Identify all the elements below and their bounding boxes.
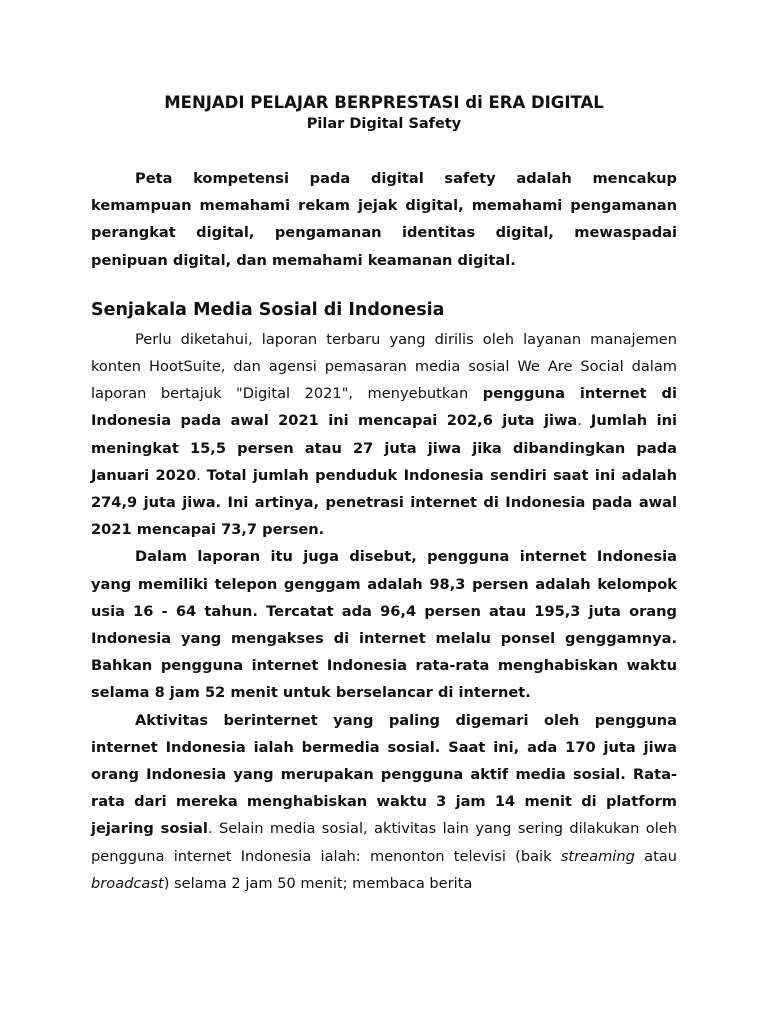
para1-text-1: Perlu diketahui, laporan terbaru yang dirilis oleh layanan manajemen konten HootSuite, dan agensi pemasaran media sosial We Are Social dalam laporan bertajuk "Digital 2021", menyebutkan <box>91 330 677 403</box>
para1-text-3: . <box>196 466 207 484</box>
intro-paragraph: Peta kompetensi pada digital safety adalah mencakup kemampuan memahami rekam jejak digital, memahami pengamanan perangkat digital, pengamanan identitas digital, mewaspadai penipuan digital, dan memahami keamanan digital. <box>91 170 677 269</box>
para1-bold-3: Total jumlah penduduk Indonesia sendiri saat ini adalah 274,9 juta jiwa. Ini artinya, penetrasi internet di Indonesia pada awal 2021 mencapai 73,7 persen. <box>91 466 677 539</box>
paragraph-3 <box>91 707 677 897</box>
paragraph-2: Dalam laporan itu juga disebut, pengguna internet Indonesia yang memiliki telepon genggam adalah 98,3 persen adalah kelompok usia 16 - 64 tahun. Tercatat ada 96,4 persen atau 195,3 juta orang Indonesia yang mengakses di internet melalu ponsel genggamnya. Bahkan pengguna internet Indonesia rata-rata menghabiskan waktu selama 8 jam 52 menit untuk berselancar di internet. <box>91 548 677 702</box>
document-page <box>91 92 677 897</box>
para3-text-3: ) selama 2 jam 50 menit; membaca berita <box>163 874 473 892</box>
document-title: MENJADI PELAJAR BERPRESTASI di ERA DIGITAL <box>164 93 604 112</box>
para3-bold-1: Aktivitas berinternet yang paling digemari oleh pengguna internet Indonesia ialah bermedia sosial. Saat ini, ada 170 juta jiwa orang Indonesia yang merupakan pengguna aktif media sosial. Rata-rata dari mereka menghabiskan waktu 3 jam 14 menit di platform jejaring sosial <box>91 711 677 838</box>
para3-italic-broadcast: broadcast <box>91 874 164 892</box>
paragraph-1 <box>91 326 677 544</box>
para3-text-2: atau <box>634 847 677 865</box>
para3-italic-streaming: streaming <box>560 847 635 865</box>
para3-text-1: . Selain media sosial, aktivitas lain yang sering dilakukan oleh pengguna internet Indonesia ialah: menonton televisi (baik <box>91 820 677 865</box>
section-heading: Senjakala Media Sosial di Indonesia <box>91 299 445 320</box>
para1-text-2: . <box>577 412 591 430</box>
para1-bold-1: pengguna internet di Indonesia pada awal 2021 ini mencapai 202,6 juta jiwa <box>91 385 677 430</box>
document-subtitle: Pilar Digital Safety <box>306 116 462 132</box>
para1-bold-2: Jumlah ini meningkat 15,5 persen atau 27 juta jiwa jika dibandingkan pada Januari 2020 <box>91 412 678 484</box>
